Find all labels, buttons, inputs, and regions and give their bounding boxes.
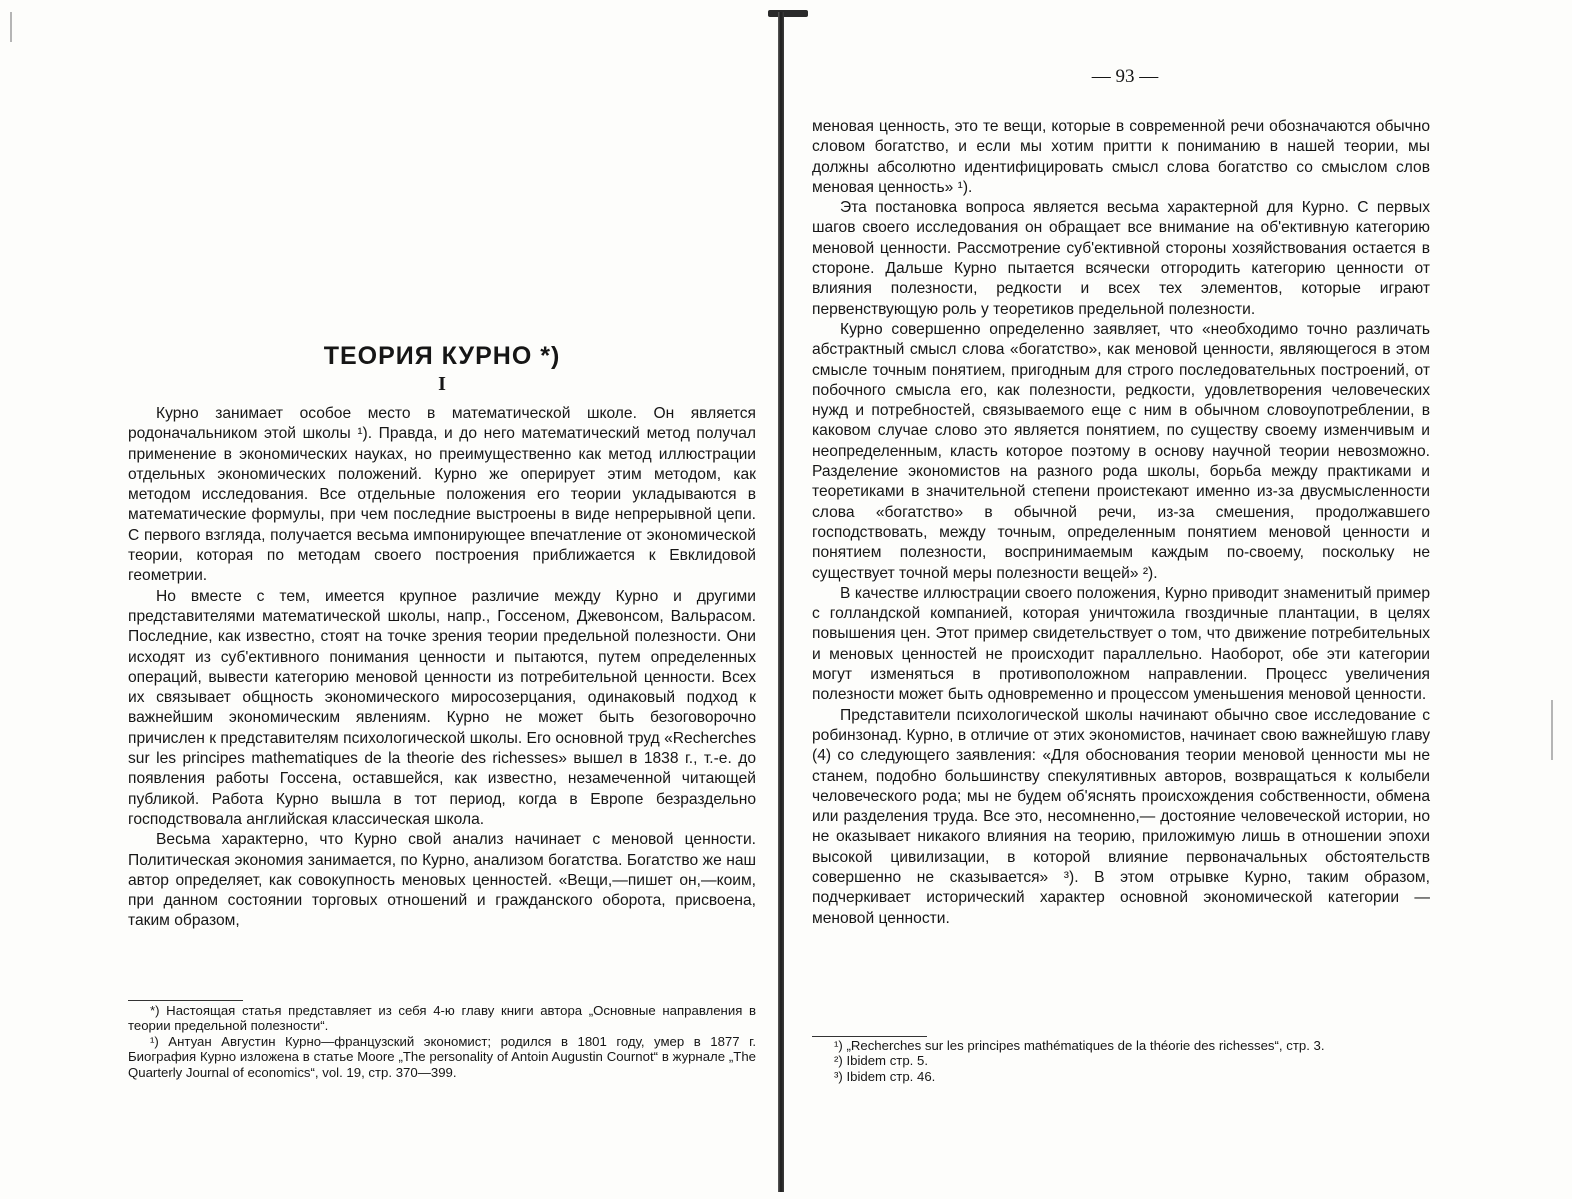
scan-edge-mark <box>1551 700 1553 760</box>
section-numeral: I <box>438 373 446 395</box>
page-number: — 93 — <box>1091 66 1159 87</box>
paragraph: Представители психологической школы начинают обычно свое исследование с робинзонад. Курно, в отличие от этих экономистов, начинает свою важнейшую главу (4) со следующего заявления: «Для обоснования теории меновой ценности мы не станем, подобно большинству спекулятивных авторов, возвращаться к колыбели человеческого рода; мы не будем об'яснять происхождения собственности, обмена или разделения труда. Все это, несомненно,— достояние человеческой истории, но не оказывает никакого влияния на теорию, приложимую лишь в отношении эпохи высокой цивилизации, в которой влияние первоначальных обстоятельств совершенно не сказывается» ³). В этом отрывке Курно, таким образом, подчеркивает исторический характер основной экономической категории — меновой ценности. <box>812 706 1430 927</box>
chapter-title: ТЕОРИЯ КУРНО *) <box>323 341 561 370</box>
paragraph: Курно занимает особое место в математической школе. Он является родоначальником этой школы ¹). Правда, и до него математический метод получал применение в экономических науках, но преимущественно как метод иллюстрации отдельных экономических положений. Курно же оперирует этим методом, как методом исследования. Все отдельные положения его теории укладываются в математические формулы, при чем последние выстроены в виде непрерывной цепи. С первого взгляда, получается весьма импонирующее впечатление от экономической теории, которая по методам своего построения приближается к Евклидовой геометрии. <box>128 405 756 585</box>
left-page <box>128 0 756 1199</box>
scan-edge-mark <box>10 12 12 42</box>
footnote: ¹) „Recherches sur les principes mathématiques de la théorie des richesses“, стр. 3. <box>834 1038 1325 1053</box>
right-page <box>812 0 1430 1199</box>
paragraph: Эта постановка вопроса является весьма характерной для Курно. С первых шагов своего исследования он обращает все внимание на об'ективную категорию меновой ценности. Рассмотрение суб'ективной стороны хозяйствования остается в стороне. Дальше Курно пытается всячески отгородить категорию ценности от влияния полезности, редкости и всех тех элементов, которые играют первенствующую роль у теоретиков предельной полезности. <box>812 199 1430 318</box>
right-footnotes <box>812 1038 1430 1084</box>
footnote-separator <box>812 1036 927 1037</box>
footnote: ¹) Антуан Августин Курно—французский экономист; родился в 1801 году, умер в 1877 г. Биография Курно изложена в статье Moore „The personality of Antoin Augustin Cournot“ в журнале „The Quarterly Journal of economics“, vol. 19, стр. 370—399. <box>128 1033 756 1080</box>
left-body-text <box>128 404 756 932</box>
book-spine <box>778 12 784 1192</box>
paragraph: Весьма характерно, что Курно свой анализ начинает с меновой ценности. Политическая экономия занимается, по Курно, анализом богатства. Богатство же наш автор определяет, как совокупность меновых ценностей. «Вещи,—пишет он,—коим, при данном состоянии торговых отношений и гражданского оборота, присвоена, таким образом, <box>128 831 756 930</box>
spine-shadow-top <box>768 10 808 17</box>
footnote-separator <box>128 1000 243 1001</box>
paragraph: В качестве иллюстрации своего положения, Курно приводит знаменитый пример с голландской компанией, которая уничтожила гвоздичные плантации, в целях повышения цен. Этот пример свидетельствует о том, что движение потребительных и меновых ценностей не происходит параллельно. Наоборот, обе эти категории могут изменяться в противоположном направлении. Процесс увеличения полезности может быть одновременно и процессом уменьшения меновой ценности. <box>812 584 1430 704</box>
right-body-text <box>812 117 1430 929</box>
paragraph: Но вместе с тем, имеется крупное различие между Курно и другими представителями математической школы, напр., Госсеном, Джевонсом, Вальрасом. Последние, как известно, стоят на точке зрения теории предельной полезности. Они исходят из суб'ективного понимания ценности и пытаются, путем определенных операций, вывести категорию меновой ценности из потребительной ценности. Всех их связывает общность экономического миросозерцания, одинаковый подход к важнейшим экономическим явлениям. Курно не может быть безоговорочно причислен к представителям психологической школы. Его основной труд «Recherches sur les principes mathematiques de la theorie des richesses» вышел в 1838 г., т.-е. до появления работы Госсена, оставшейся, как известно, незамеченной читающей публикой. Работа Курно вышла в тот период, когда в Европе безраздельно господствовала английская классическая школа. <box>128 587 756 828</box>
paragraph: меновая ценность, это те вещи, которые в современной речи обозначаются обычно словом богатство, и если мы хотим притти к пониманию в нашей теории, мы должны абсолютно идентифицировать смысл слова богатство со смыслом слов меновая ценность» ¹). <box>812 118 1430 196</box>
paragraph: Курно совершенно определенно заявляет, что «необходимо точно различать абстрактный смысл слова «богатство», как меновой ценности, являющегося в этом смысле точным понятием, пригодным для строго последовательных построений, от побочного смысла его, как полезности, редкости, удовлетворения человеческих нужд и потребностей, связываемого еще с ним в обычном словоупотреблении, в каковом случае слово это является понятием, по существу своему изменчивым и неопределенным, класть которое поэтому в основу научной теории невозможно. Разделение экономистов на разного рода школы, борьба между практиками и теоретиками в значительной степени проистекают именно из-за двусмысленности слова «богатство» в обычной речи, из-за смешения, продолжавшего господствовать, между точным, определенным понятием меновой ценности и понятием полезности, воспринимаемым каждым по-своему, поскольку не существует точной меры полезности вещей» ²). <box>812 320 1430 582</box>
footnote: ³) Ibidem стр. 46. <box>834 1068 936 1084</box>
footnote: ²) Ibidem стр. 5. <box>834 1053 928 1069</box>
left-footnotes <box>128 1003 756 1080</box>
footnote: *) Настоящая статья представляет из себя 4-ю главу книги автора „Основные направления в теории предельной полезности“. <box>128 1003 756 1034</box>
